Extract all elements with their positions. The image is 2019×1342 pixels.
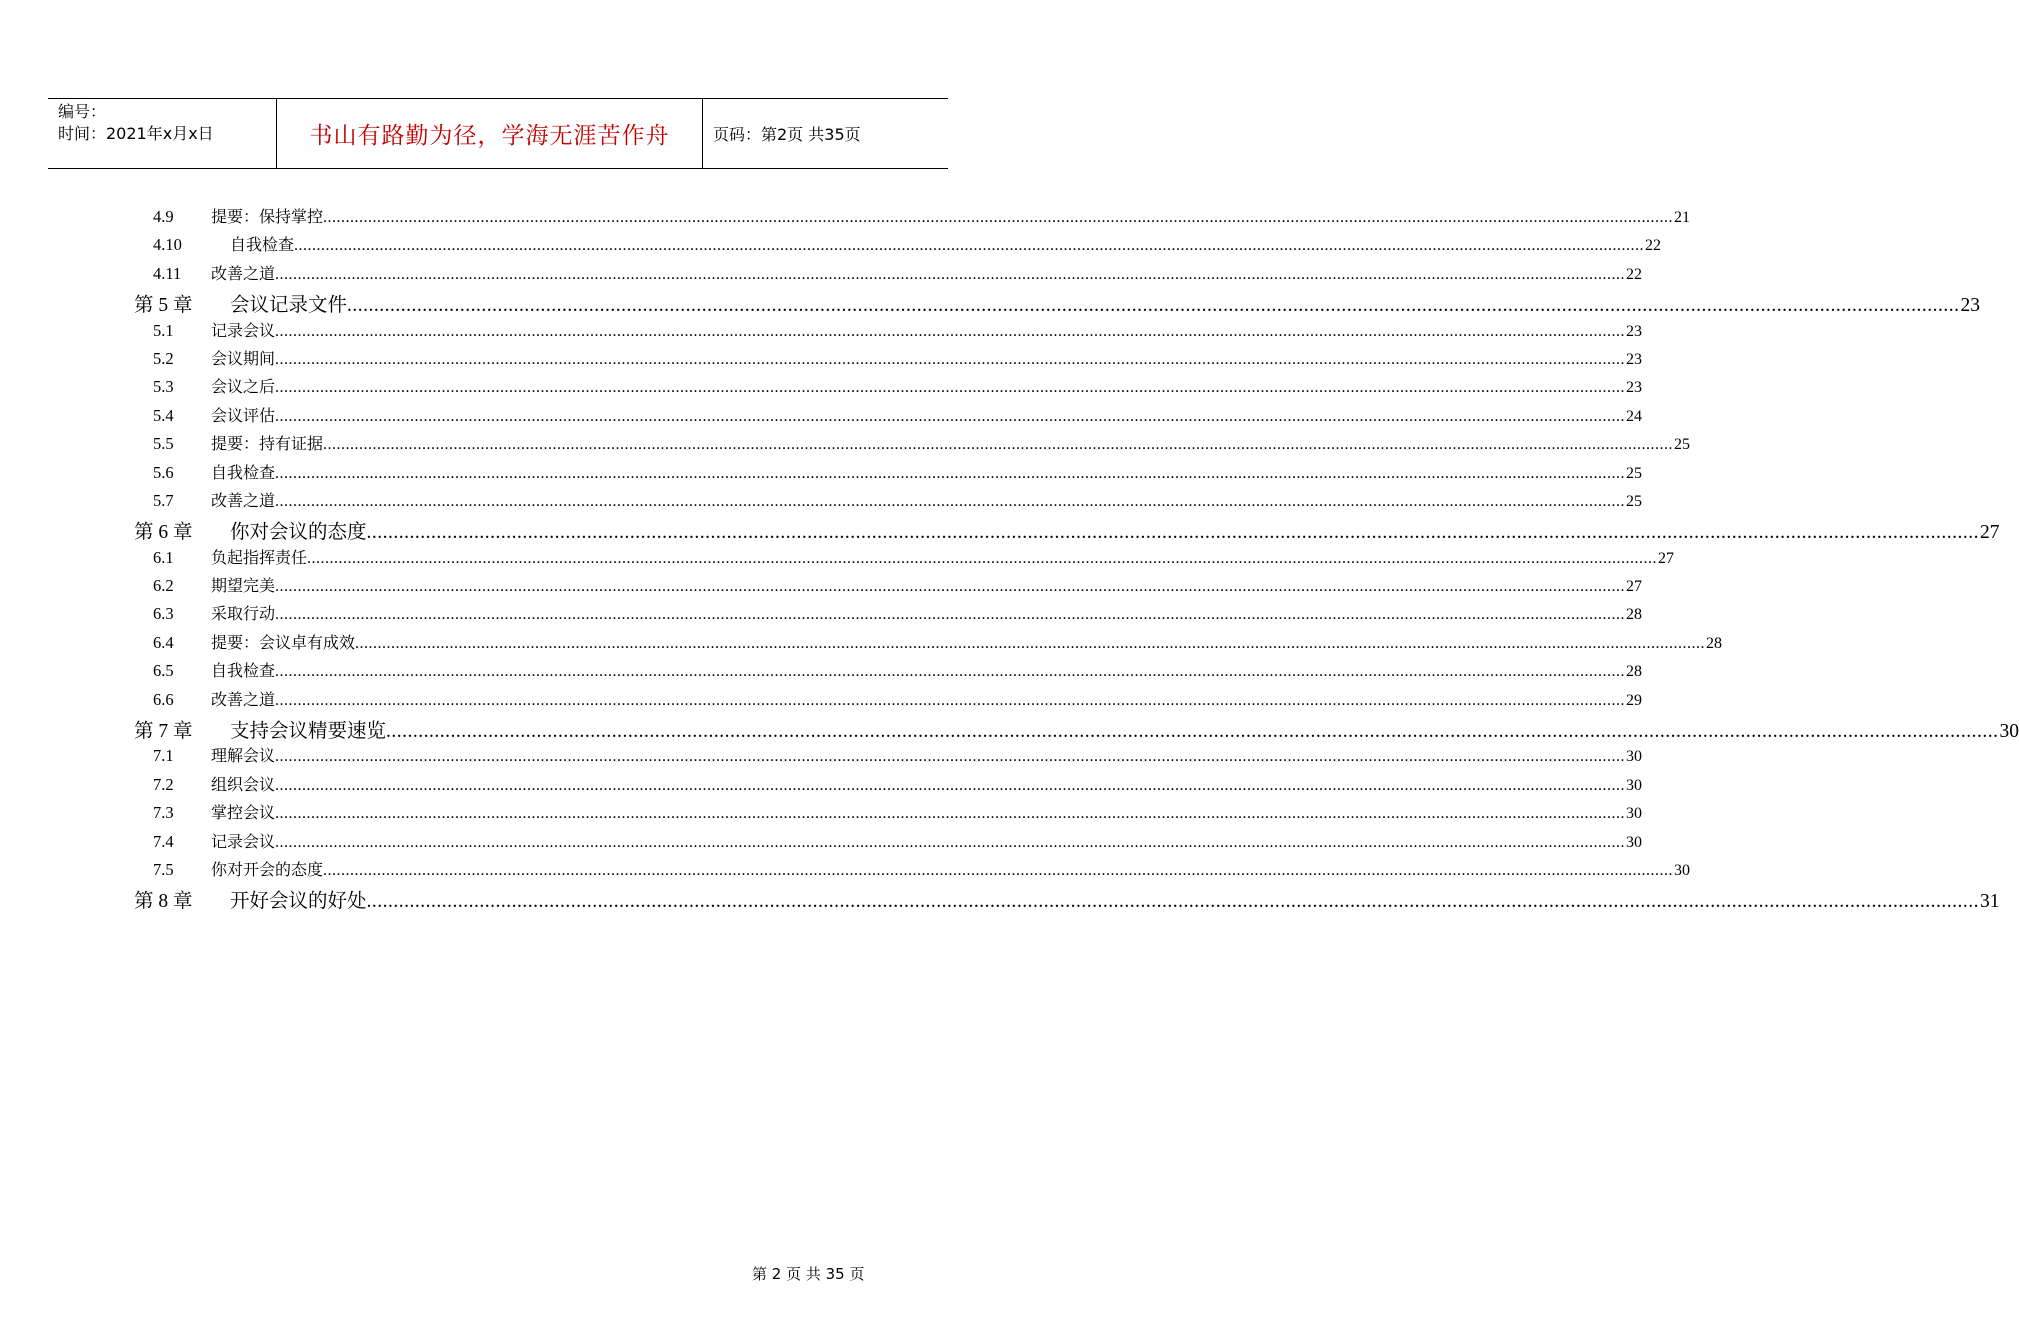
toc-section-row[interactable]: [134, 488, 1643, 516]
toc-title: 掌控会议: [211, 803, 276, 823]
toc-page-number: 27: [1658, 549, 1675, 567]
toc-page-number: 24: [1626, 407, 1643, 425]
toc-number: 第 5 章: [134, 295, 193, 317]
toc-number: 6.3: [153, 604, 174, 624]
toc-page-number: 28: [1626, 663, 1643, 681]
toc-title: 改善之道: [211, 689, 276, 709]
toc-number: 5.3: [153, 377, 174, 397]
toc-title: 你对会议的态度: [230, 520, 367, 544]
toc-section-row[interactable]: [134, 800, 1643, 828]
toc-page-number: 30: [1999, 721, 2019, 743]
toc-page-number: 25: [1626, 464, 1643, 482]
toc-section-row[interactable]: [134, 318, 1643, 346]
toc-title: 改善之道: [211, 490, 276, 510]
toc-leader-dots: ............................................................................................................................................................................................................................................................................................................: [275, 578, 1626, 596]
header-motto-cell: [277, 99, 703, 168]
page-footer: [752, 1263, 864, 1284]
toc-number: 5.7: [153, 490, 174, 510]
number-label: 编号：: [58, 102, 107, 121]
toc-page-number: 27: [1626, 578, 1643, 596]
toc-page-number: 28: [1706, 634, 1723, 652]
toc-title: 会议记录文件: [230, 293, 348, 317]
toc-section-row[interactable]: [134, 857, 1691, 885]
toc-number: 5.4: [153, 405, 174, 425]
toc-section-row[interactable]: [134, 374, 1643, 402]
toc-title: 负起指挥责任: [211, 547, 308, 567]
toc-number: 6.1: [153, 547, 174, 567]
toc-leader-dots: ............................................................................................................................................................................................................................................................................................................: [275, 265, 1626, 283]
toc-leader-dots: ............................................................................................................................................................................................................................................................................................................: [275, 464, 1626, 482]
toc-number: 第 8 章: [134, 891, 193, 913]
toc-leader-dots: ............................................................................................................................................................................................................................................................................................................: [386, 721, 1999, 743]
toc-page-number: 23: [1626, 350, 1643, 368]
toc-page-number: 21: [1674, 209, 1691, 226]
toc-section-row[interactable]: [134, 630, 1723, 658]
toc-leader-dots: ............................................................................................................................................................................................................................................................................................................: [275, 748, 1626, 766]
toc-title: 支持会议精要速览: [230, 719, 387, 743]
toc-number: 4.10: [153, 235, 182, 255]
toc-leader-dots: ............................................................................................................................................................................................................................................................................................................: [275, 350, 1626, 368]
toc-number: 5.2: [153, 348, 174, 368]
toc-page-number: 23: [1960, 295, 1981, 317]
toc-title: 会议期间: [211, 348, 276, 368]
toc-number: 6.5: [153, 661, 174, 681]
toc-section-row[interactable]: [134, 601, 1643, 629]
toc-section-row[interactable]: [134, 743, 1643, 771]
toc-chapter-row[interactable]: [134, 715, 2019, 743]
toc-page-number: 30: [1626, 805, 1643, 823]
header-page-info: 页码：第2页 共35页: [713, 125, 861, 144]
toc-page-number: 22: [1626, 265, 1643, 283]
toc-leader-dots: ............................................................................................................................................................................................................................................................................................................: [275, 407, 1626, 425]
toc-leader-dots: ............................................................................................................................................................................................................................................................................................................: [323, 861, 1674, 879]
toc-number: 7.4: [153, 831, 174, 851]
time-label: 时间：2021年x月x日: [58, 124, 214, 143]
toc-section-row[interactable]: [134, 545, 1675, 573]
toc-leader-dots: ............................................................................................................................................................................................................................................................................................................: [275, 322, 1626, 340]
toc-page-number: 30: [1626, 833, 1643, 851]
toc-leader-dots: ............................................................................................................................................................................................................................................................................................................: [275, 379, 1626, 397]
toc-section-row[interactable]: [134, 232, 1662, 260]
motto-text: 书山有路勤为径，学海无涯苦作舟: [309, 123, 670, 149]
table-of-contents: [134, 204, 2019, 914]
toc-number: 6.4: [153, 632, 174, 652]
toc-number: 第 6 章: [134, 522, 193, 544]
toc-section-row[interactable]: [134, 687, 1643, 715]
toc-number: 7.5: [153, 859, 174, 879]
toc-page-number: 23: [1626, 322, 1643, 340]
toc-number: 7.2: [153, 774, 174, 794]
toc-page-number: 28: [1626, 606, 1643, 624]
toc-number: 4.11: [153, 263, 182, 283]
toc-leader-dots: ............................................................................................................................................................................................................................................................................................................: [307, 549, 1658, 567]
toc-leader-dots: ............................................................................................................................................................................................................................................................................................................: [323, 209, 1674, 226]
toc-number: 6.6: [153, 689, 174, 709]
toc-section-row[interactable]: [134, 772, 1643, 800]
toc-leader-dots: ............................................................................................................................................................................................................................................................................................................: [355, 634, 1706, 652]
toc-title: 提要：持有证据: [211, 434, 324, 454]
toc-leader-dots: ............................................................................................................................................................................................................................................................................................................: [275, 663, 1626, 681]
toc-page-number: 25: [1626, 492, 1643, 510]
toc-title: 会议评估: [211, 405, 276, 425]
toc-number: 7.3: [153, 803, 174, 823]
toc-section-row[interactable]: [134, 658, 1643, 686]
toc-page-number: 27: [1980, 522, 2000, 544]
toc-leader-dots: ............................................................................................................................................................................................................................................................................................................: [294, 237, 1645, 255]
toc-number: 第 7 章: [134, 721, 193, 743]
toc-leader-dots: ............................................................................................................................................................................................................................................................................................................: [275, 492, 1626, 510]
toc-section-row[interactable]: [134, 261, 1643, 289]
toc-page-number: 22: [1645, 237, 1662, 255]
toc-title: 自我检查: [230, 235, 295, 255]
toc-title: 理解会议: [211, 746, 276, 766]
toc-chapter-row[interactable]: [134, 885, 2000, 913]
toc-page-number: 25: [1674, 436, 1691, 454]
header-page-cell: [703, 99, 948, 168]
toc-number: 5.6: [153, 462, 174, 482]
toc-section-row[interactable]: [134, 460, 1643, 488]
toc-number: 5.1: [153, 320, 174, 340]
toc-section-row[interactable]: [134, 346, 1643, 374]
toc-leader-dots: ............................................................................................................................................................................................................................................................................................................: [323, 436, 1674, 454]
toc-section-row[interactable]: [134, 403, 1643, 431]
toc-title: 自我检查: [211, 661, 276, 681]
toc-number: 6.2: [153, 576, 174, 596]
toc-leader-dots: ............................................................................................................................................................................................................................................................................................................: [275, 776, 1626, 794]
toc-leader-dots: ............................................................................................................................................................................................................................................................................................................: [275, 833, 1626, 851]
header-meta-cell: [48, 99, 277, 168]
toc-title: 采取行动: [211, 604, 276, 624]
toc-title: 期望完美: [211, 576, 276, 596]
toc-title: 自我检查: [211, 462, 276, 482]
toc-leader-dots: ............................................................................................................................................................................................................................................................................................................: [366, 891, 1980, 913]
toc-section-row[interactable]: [134, 829, 1643, 857]
toc-leader-dots: ............................................................................................................................................................................................................................................................................................................: [275, 691, 1626, 709]
toc-leader-dots: ............................................................................................................................................................................................................................................................................................................: [347, 295, 1960, 317]
toc-leader-dots: ............................................................................................................................................................................................................................................................................................................: [366, 522, 1980, 544]
toc-page-number: 30: [1626, 748, 1643, 766]
toc-chapter-row[interactable]: [134, 289, 1981, 317]
toc-section-row[interactable]: [134, 431, 1691, 459]
toc-title: 改善之道: [211, 263, 276, 283]
toc-page-number: 29: [1626, 691, 1643, 709]
toc-page-number: 23: [1626, 379, 1643, 397]
toc-title: 提要：保持掌控: [211, 207, 324, 226]
toc-title: 提要：会议卓有成效: [211, 632, 356, 652]
toc-title: 记录会议: [211, 831, 276, 851]
toc-number: 4.9: [153, 207, 174, 226]
toc-page-number: 30: [1674, 861, 1691, 879]
toc-leader-dots: ............................................................................................................................................................................................................................................................................................................: [275, 805, 1626, 823]
toc-page-number: 30: [1626, 776, 1643, 794]
toc-section-row[interactable]: [134, 204, 1691, 232]
toc-title: 记录会议: [211, 320, 276, 340]
toc-section-row[interactable]: [134, 573, 1643, 601]
toc-number: 7.1: [153, 746, 174, 766]
toc-title: 会议之后: [211, 377, 276, 397]
toc-title: 组织会议: [211, 774, 276, 794]
toc-page-number: 31: [1980, 891, 2000, 913]
toc-leader-dots: ............................................................................................................................................................................................................................................................................................................: [275, 606, 1626, 624]
toc-title: 你对开会的态度: [211, 859, 324, 879]
page-header: [48, 98, 948, 169]
toc-number: 5.5: [153, 434, 174, 454]
footer-page-info: 第 2 页 共 35 页: [752, 1265, 865, 1283]
toc-title: 开好会议的好处: [230, 889, 367, 913]
toc-chapter-row[interactable]: [134, 516, 2000, 544]
